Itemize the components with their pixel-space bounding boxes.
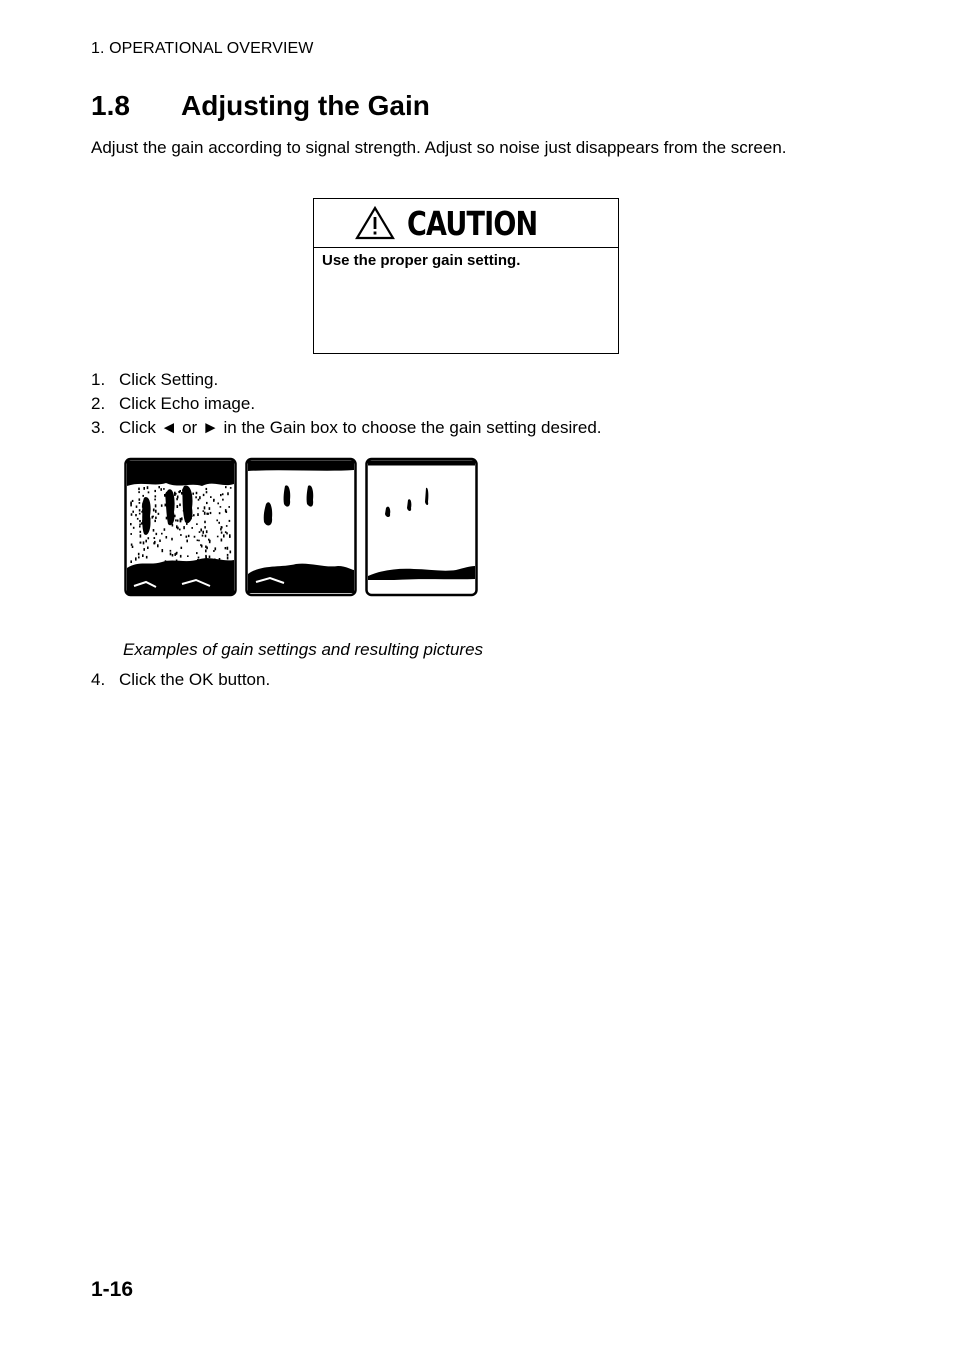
list-item [91,368,602,392]
gain-example-high [126,459,236,595]
running-head: 1. OPERATIONAL OVERVIEW [91,40,314,57]
caution-label: CAUTION [407,203,538,243]
caution-box [313,198,619,354]
step-number: 2. [91,394,106,413]
list-item [91,416,602,440]
step-number: 3. [91,418,106,437]
caution-message: Use the proper gain setting. [322,252,521,269]
step-text: Click Echo image. [119,394,256,413]
gain-examples-figure [124,456,480,598]
step-number: 4. [91,670,106,689]
step-text: Click the OK button. [119,670,271,689]
figure-caption: Examples of gain settings and resulting pictures [123,640,484,659]
gain-example-medium [247,459,356,595]
list-item [91,392,602,416]
page-number: 1-16 [91,1278,134,1301]
gain-example-low [367,459,477,595]
list-item [91,670,270,690]
section-title [91,90,430,122]
section-title-text: Adjusting the Gain [181,90,430,121]
intro-paragraph: Adjust the gain according to signal strength. Adjust so noise just disappears from the screen. [91,138,787,157]
step-text: Click Setting. [119,370,219,389]
step-text: Click ◄ or ► in the Gain box to choose the gain setting desired. [119,418,602,437]
step-number: 1. [91,370,106,389]
section-number: 1.8 [91,90,130,121]
caution-header [314,199,618,248]
steps-list [91,368,602,440]
warning-triangle-icon [355,206,395,240]
